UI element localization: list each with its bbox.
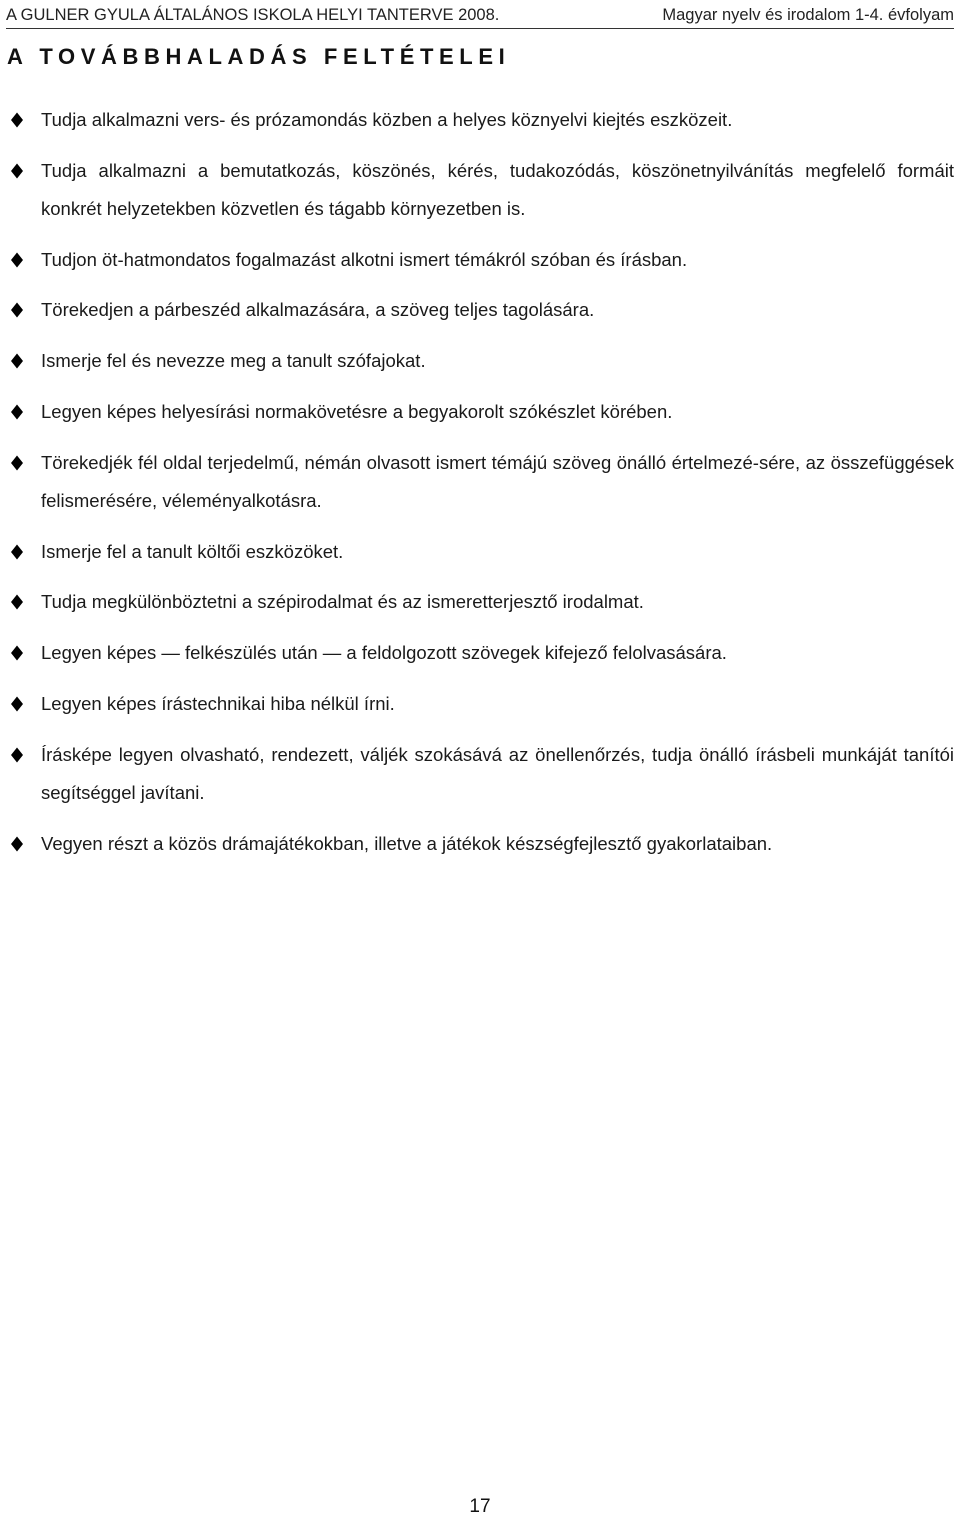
requirement-item	[0, 825, 960, 863]
diamond-bullet-icon	[9, 836, 25, 852]
requirement-text: Tudjon öt-hatmondatos fogalmazást alkotni ismert témákról szóban és írásban.	[41, 248, 688, 270]
requirement-text: Ismerje fel a tanult költői eszközöket.	[41, 540, 344, 562]
diamond-bullet-icon	[9, 455, 25, 471]
diamond-bullet-icon	[9, 594, 25, 610]
requirement-text: Ismerje fel és nevezze meg a tanult szófajokat.	[41, 350, 426, 372]
diamond-bullet-icon	[9, 404, 25, 420]
requirement-text: Törekedjék fél oldal terjedelmű, némán olvasott ismert témájú szöveg önálló értelmezé-sére, az összefüggések felismerésére, véleményalkotásra.	[41, 451, 954, 511]
requirement-item	[0, 342, 960, 380]
requirement-item	[0, 291, 960, 329]
requirement-item	[0, 101, 960, 139]
requirement-item	[0, 634, 960, 672]
requirement-text: Vegyen részt a közös drámajátékokban, illetve a játékok készségfejlesztő gyakorlataiban.	[41, 832, 773, 854]
requirement-text: Tudja alkalmazni vers- és prózamondás közben a helyes köznyelvi kiejtés eszközeit.	[41, 109, 733, 130]
diamond-bullet-icon	[9, 645, 25, 661]
requirement-item	[0, 444, 960, 520]
diamond-bullet-icon	[9, 252, 25, 268]
diamond-bullet-icon	[9, 544, 25, 560]
requirement-item	[0, 533, 960, 571]
requirement-text: Legyen képes — felkészülés után — a feldolgozott szövegek kifejező felolvasására.	[41, 642, 727, 664]
requirement-item	[0, 241, 960, 279]
requirement-text: Törekedjen a párbeszéd alkalmazására, a szöveg teljes tagolására.	[41, 299, 595, 321]
requirement-text: Legyen képes helyesírási normakövetésre a begyakorolt szókészlet körében.	[41, 400, 673, 422]
requirement-item	[0, 393, 960, 431]
diamond-bullet-icon	[9, 163, 25, 179]
requirement-item	[0, 685, 960, 723]
requirement-item	[0, 152, 960, 228]
page-number: 17	[469, 1496, 491, 1517]
requirement-text: Írásképe legyen olvasható, rendezett, váljék szokásává az önellenőrzés, tudja önálló írásbeli munkáját tanítói segítséggel javítani.	[41, 743, 954, 803]
diamond-bullet-icon	[9, 747, 25, 763]
requirement-text: Tudja megkülönböztetni a szépirodalmat és az ismeretterjesztő irodalmat.	[41, 591, 644, 613]
requirement-item	[0, 736, 960, 812]
requirement-item	[0, 583, 960, 621]
requirement-text: Legyen képes írástechnikai hiba nélkül írni.	[41, 692, 395, 714]
page-header	[6, 2, 954, 29]
diamond-bullet-icon	[9, 302, 25, 318]
requirements-list	[0, 101, 960, 875]
diamond-bullet-icon	[9, 353, 25, 369]
diamond-bullet-icon	[9, 696, 25, 712]
requirement-text: Tudja alkalmazni a bemutatkozás, köszönés, kérés, tudakozódás, köszönetnyilvánítás megfelelő formáit konkrét helyzetekben közvetlen és tágabb környezetben is.	[41, 159, 954, 219]
header-school-title: A GULNER GYULA ÁLTALÁNOS ISKOLA HELYI TANTERVE 2008.	[6, 5, 500, 24]
header-subject: Magyar nyelv és irodalom 1-4. évfolyam	[662, 5, 954, 24]
section-title: A TOVÁBBHALADÁS FELTÉTELEI	[7, 44, 511, 69]
diamond-bullet-icon	[9, 112, 25, 128]
